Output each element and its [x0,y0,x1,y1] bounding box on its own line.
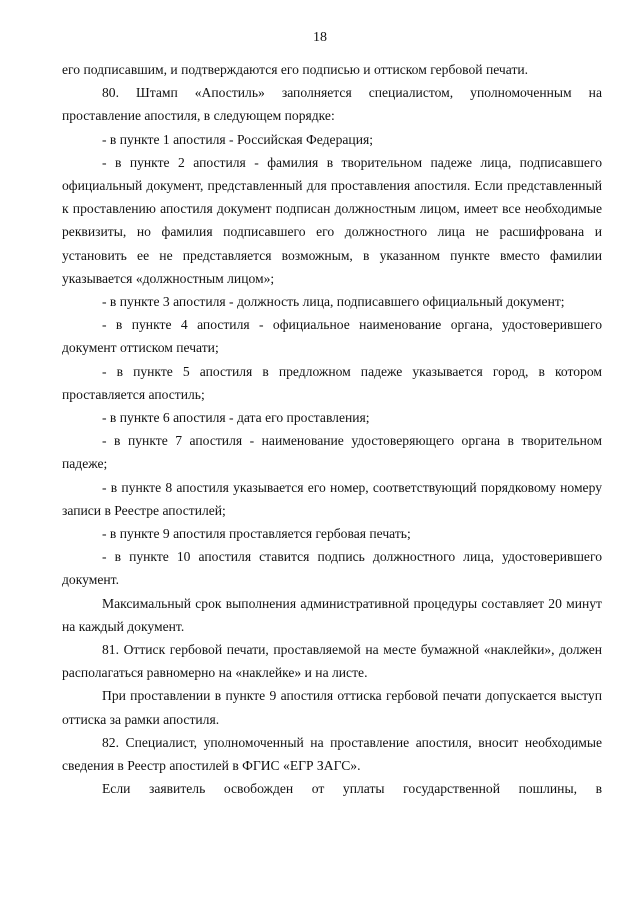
paragraph-item-81: 81. Оттиск гербовой печати, проставляемой на месте бумажной «наклейки», должен располагаться равномерно на «наклейке» и на листе. [62,642,602,681]
paragraph-continuation: его подписавшим, и подтверждаются его подписью и оттиском гербовой печати. [62,62,529,77]
paragraph-apostille-field-8: - в пункте 8 апостиля указывается его номер, соответствующий порядковому номеру записи в Реестре апостилей; [62,479,602,518]
paragraph-max-duration: Максимальный срок выполнения административной процедуры составляет 20 минут на каждый документ. [62,595,602,634]
paragraph-apostille-field-10: - в пункте 10 апостиля ставится подпись должностного лица, удостоверившего документ. [62,549,602,588]
paragraph-apostille-field-7: - в пункте 7 апостиля - наименование удостоверяющего органа в творительном падеже; [62,433,602,472]
paragraph-apostille-field-4: - в пункте 4 апостиля - официальное наименование органа, удостоверившего документ оттиском печати; [62,317,602,356]
document-body [62,58,602,801]
paragraph-apostille-field-5: - в пункте 5 апостиля в предложном падеже указывается город, в котором проставляется апостиль; [62,363,602,402]
paragraph-apostille-field-6: - в пункте 6 апостиля - дата его проставления; [102,410,370,426]
paragraph-item-80: 80. Штамп «Апостиль» заполняется специалистом, уполномоченным на проставление апостиля, в следующем порядке: [62,85,602,124]
paragraph-apostille-field-1: - в пункте 1 апостиля - Российская Федерация; [102,131,373,147]
page-number: 18 [313,30,327,45]
paragraph-apostille-field-3: - в пункте 3 апостиля - должность лица, подписавшего официальный документ; [102,294,565,310]
paragraph-apostille-field-9: - в пункте 9 апостиля проставляется гербовая печать; [102,526,411,542]
paragraph-apostille-field-2: - в пункте 2 апостиля - фамилия в творительном падеже лица, подписавшего официальный документ, представленный для проставления апостиля. Если представленный к проставлению апостиля документ подписан должностным лицом, имеет все необходимые реквизиты, но фамилия подписавшего его должностного лица не расшифрована и установить ее не представляется возможным, в указанном пункте вместо фамилии указывается «должностным лицом»; [62,154,602,286]
paragraph-stamp-overhang: При проставлении в пункте 9 апостиля оттиска гербовой печати допускается выступ оттиска за рамки апостиля. [62,688,602,727]
paragraph-item-82: 82. Специалист, уполномоченный на проставление апостиля, вносит необходимые сведения в Реестр апостилей в ФГИС «ЕГР ЗАГС». [62,734,602,774]
paragraph-fee-exemption: Если заявитель освобожден от уплаты государственной пошлины, в [102,781,602,797]
